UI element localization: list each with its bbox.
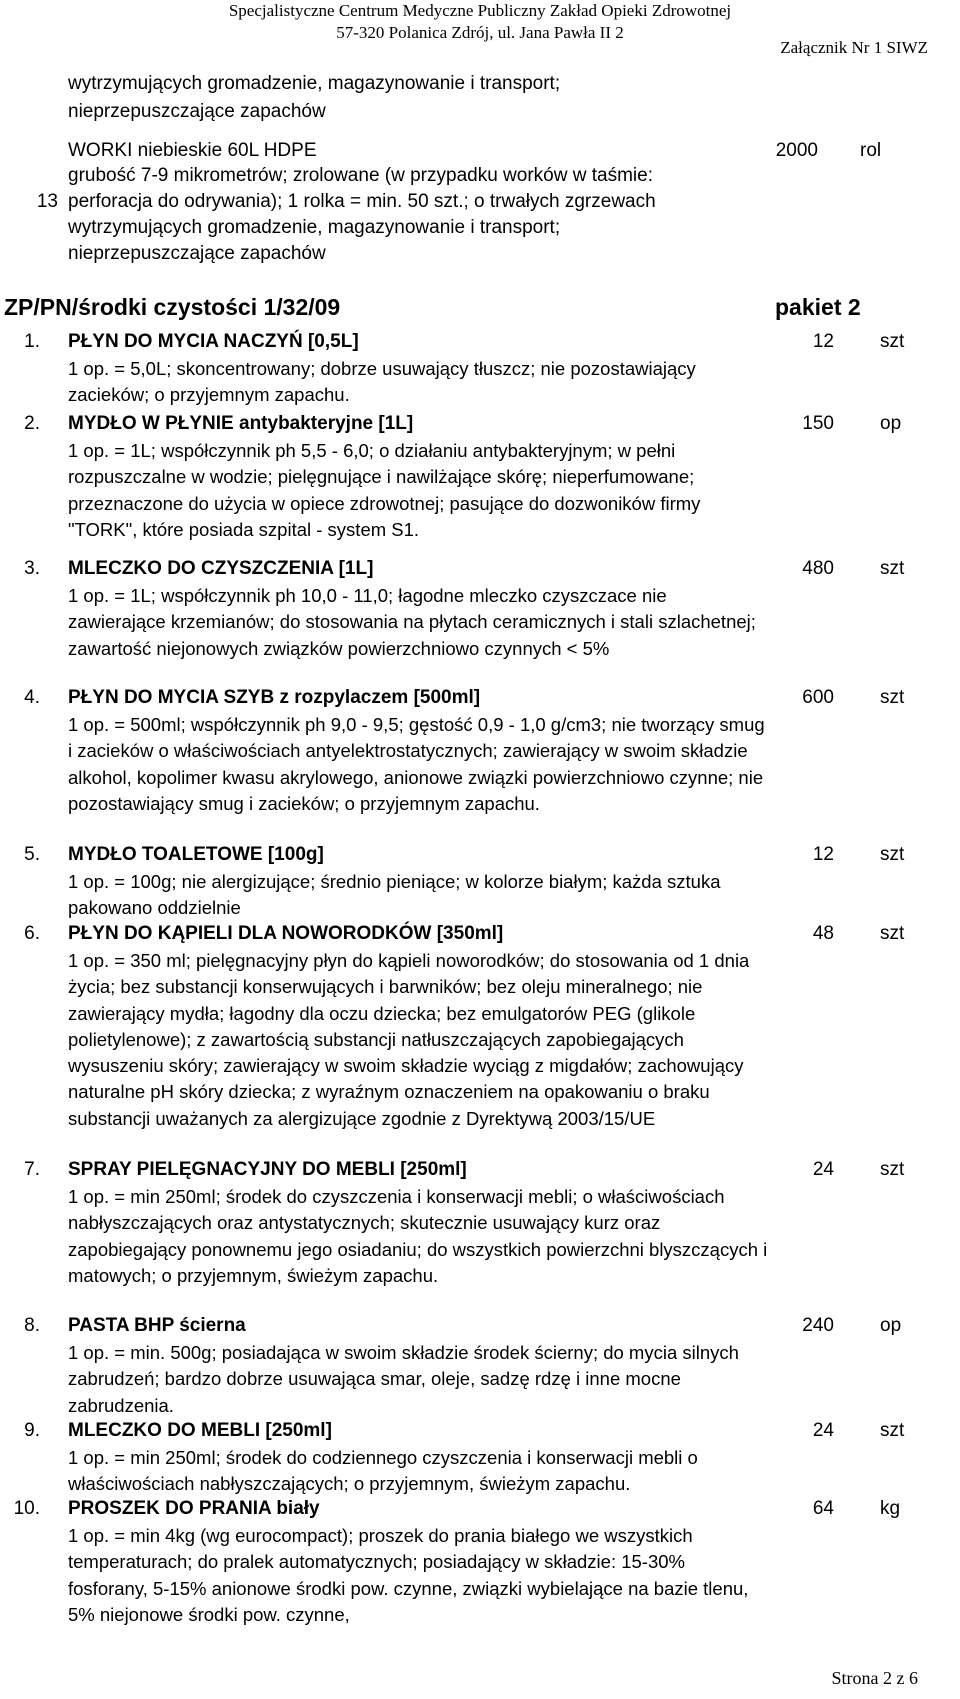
- item-description: 1 op. = 1L; współczynnik ph 5,5 - 6,0; o działaniu antybakteryjnym; w pełni rozpuszczalne w wodzie; pielęgnujące i nawilżające skórę; nieperfumowane; przeznaczone do użycia w opiece zdrowotnej; pasujące do dozwoników firmy "TORK", które posiada szpital - system S1.: [68, 440, 701, 540]
- item-number: 5.: [24, 844, 40, 865]
- item-qty: 150: [802, 413, 834, 434]
- item-number: 1.: [24, 331, 40, 352]
- header-institution: Specjalistyczne Centrum Medyczne Publiczny Zakład Opieki Zdrowotnej: [228, 1, 732, 20]
- item-qty: 48: [812, 923, 834, 944]
- item-unit: szt: [880, 844, 905, 865]
- item-title: MYDŁO TOALETOWE [100g]: [68, 844, 324, 865]
- item-description: 1 op. = min. 500g; posiadająca w swoim składzie środek ścierny; do mycia silnych zabrudzeń; bardzo dobrze usuwająca smar, oleje, sadzę rdzę i inne mocne zabrudzenia.: [68, 1342, 739, 1416]
- item-title: PROSZEK DO PRANIA biały: [68, 1498, 320, 1519]
- item-13-title: WORKI niebieskie 60L HDPE: [68, 140, 317, 161]
- item-description: 1 op. = min 4kg (wg eurocompact); proszek do prania białego we wszystkich temperaturach; do pralek automatycznych; posiadający w składzie: 15-30% fosforany, 5-15% anionowe środki pow. czynne, związki wybielające na bazie tlenu, 5% niejonowe środki pow. czynne,: [68, 1525, 749, 1625]
- item-number: 9.: [24, 1420, 40, 1441]
- header-attachment: Załącznik Nr 1 SIWZ: [780, 38, 928, 57]
- item-qty: 12: [812, 844, 834, 865]
- item-number: 10.: [13, 1498, 40, 1519]
- item-unit: kg: [880, 1498, 901, 1519]
- item-unit: szt: [880, 331, 905, 352]
- item-number: 6.: [24, 923, 40, 944]
- item-title: MLECZKO DO CZYSZCZENIA [1L]: [68, 558, 374, 579]
- item-unit: szt: [880, 923, 905, 944]
- item-13-line: perforacja do odrywania); 1 rolka = min. 50 szt.; o trwałych zgrzewach: [68, 191, 656, 212]
- item-title: PŁYN DO MYCIA NACZYŃ [0,5L]: [68, 331, 359, 352]
- item-unit: szt: [880, 687, 905, 708]
- item-unit: op: [880, 1315, 902, 1336]
- continued-line-2: nieprzepuszczające zapachów: [68, 101, 326, 122]
- item-qty: 12: [812, 331, 834, 352]
- item-description: 1 op. = 100g; nie alergizujące; średnio pieniące; w kolorze białym; każda sztuka pakowano oddzielnie: [68, 871, 721, 919]
- item-number: 3.: [24, 558, 40, 579]
- item-number: 2.: [24, 413, 40, 434]
- item-description: 1 op. = 5,0L; skoncentrowany; dobrze usuwający tłuszcz; nie pozostawiający zacieków; o przyjemnym zapachu.: [68, 358, 696, 406]
- item-title: MYDŁO W PŁYNIE antybakteryjne [1L]: [68, 413, 414, 434]
- section-package: pakiet 2: [775, 294, 861, 320]
- item-number: 7.: [24, 1159, 40, 1180]
- item-number: 4.: [24, 687, 40, 708]
- item-title: PŁYN DO KĄPIELI DLA NOWORODKÓW [350ml]: [68, 923, 504, 944]
- item-13-number: 13: [36, 191, 58, 212]
- item-unit: szt: [880, 1420, 905, 1441]
- item-description: 1 op. = min 250ml; środek do czyszczenia i konserwacji mebli; o właściwościach nabłyszczających oraz antystatycznych; skutecznie usuwający kurz oraz zapobiegający ponownemu jego osiadaniu; do wszystkich powierzchni blyszczących i matowych; o przyjemnym, świeżym zapachu.: [68, 1186, 768, 1286]
- item-unit: op: [880, 413, 902, 434]
- item-description: 1 op. = 500ml; współczynnik ph 9,0 - 9,5; gęstość 0,9 - 1,0 g/cm3; nie tworzący smug i zacieków o właściwościach antyelektrostatycznych; zawierający w swoim składzie alkohol, kopolimer kwasu akrylowego, anionowe związki powierzchniowo czynne; nie pozostawiający smug i zacieków; o przyjemnym zapachu.: [68, 714, 765, 814]
- item-13-line: nieprzepuszczające zapachów: [68, 243, 326, 264]
- item-qty: 24: [812, 1420, 834, 1441]
- item-title: MLECZKO DO MEBLI [250ml]: [68, 1420, 332, 1441]
- item-unit: szt: [880, 1159, 905, 1180]
- item-number: 8.: [24, 1315, 40, 1336]
- page-number: Strona 2 z 6: [831, 1668, 918, 1688]
- item-description: 1 op. = 350 ml; pielęgnacyjny płyn do kąpieli noworodków; do stosowania od 1 dnia życia; bez substancji konserwujących i barwników; bez oleju mineralnego; nie zawierający mydła; łagodny dla oczu dziecka; bez emulgatorów PEG (glikole polietylenowe); z zawartością substancji natłuszczających zapobiegających wysuszeniu skóry; zawierający w swoim składzie wyciąg z migdałów; zachowujący naturalne pH skóry dziecka; z wyraźnym oznaczeniem na opakowaniu o braku substancji uważanych za alergizujące zgodnie z Dyrektywą 2003/15/UE: [68, 950, 750, 1129]
- continued-line-1: wytrzymujących gromadzenie, magazynowanie i transport;: [68, 73, 561, 94]
- item-13-qty: 2000: [775, 140, 818, 161]
- item-title: SPRAY PIELĘGNACYJNY DO MEBLI [250ml]: [68, 1159, 467, 1180]
- item-description: 1 op. = 1L; współczynnik ph 10,0 - 11,0; łagodne mleczko czyszczace nie zawierające krzemianów; do stosowania na płytach ceramicznych i stali szlachetnej; zawartość niejonowych związków powierzchniowo czynnych < 5%: [68, 585, 756, 659]
- section-title: ZP/PN/środki czystości 1/32/09: [4, 294, 341, 320]
- item-qty: 240: [802, 1315, 834, 1336]
- item-title: PŁYN DO MYCIA SZYB z rozpylaczem [500ml]: [68, 687, 481, 708]
- item-qty: 600: [802, 687, 834, 708]
- item-description: 1 op. = min 250ml; środek do codziennego czyszczenia i konserwacji mebli o właściwościach nabłyszczających; o przyjemnym, świeżym zapachu.: [68, 1447, 698, 1495]
- item-qty: 64: [812, 1498, 834, 1519]
- item-13-unit: rol: [860, 140, 882, 161]
- header-address: 57-320 Polanica Zdrój, ul. Jana Pawła II 2: [336, 23, 624, 42]
- item-title: PASTA BHP ścierna: [68, 1315, 246, 1336]
- item-13-line: wytrzymujących gromadzenie, magazynowanie i transport;: [68, 217, 561, 238]
- item-unit: szt: [880, 558, 905, 579]
- item-qty: 480: [802, 558, 834, 579]
- item-qty: 24: [812, 1159, 834, 1180]
- item-13-line: grubość 7-9 mikrometrów; zrolowane (w przypadku worków w taśmie:: [68, 165, 653, 186]
